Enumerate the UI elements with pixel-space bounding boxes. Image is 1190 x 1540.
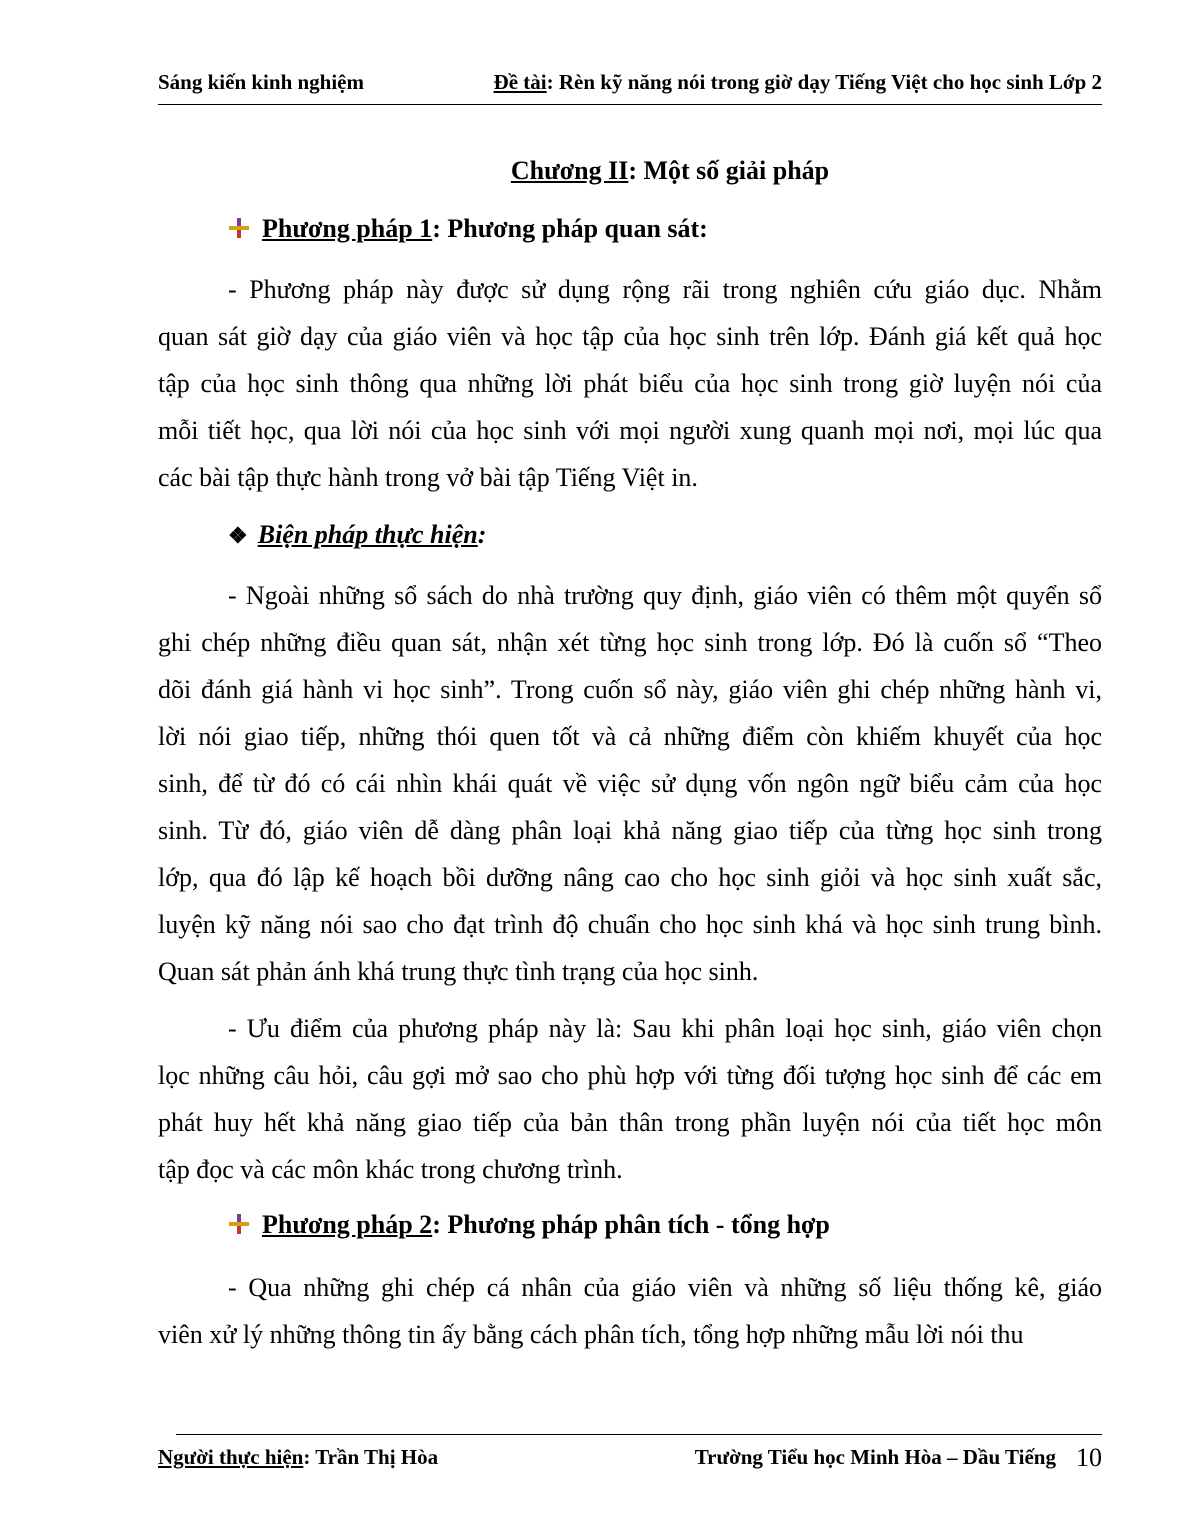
measures-suffix: : — [477, 520, 487, 549]
footer-divider — [176, 1434, 1102, 1435]
footer-author-label: Người thực hiện — [158, 1445, 304, 1469]
measures-label: Biện pháp thực hiện — [257, 520, 478, 549]
chapter-title — [0, 156, 1190, 186]
paragraph-line: sinh. Từ đó, giáo viên dễ dàng phân loại khả năng giao tiếp của từng học sinh trong — [158, 816, 1102, 845]
header-divider — [158, 104, 1102, 105]
paragraph-line: luyện kỹ năng nói sao cho đạt trình độ chuẩn cho học sinh khá và học sinh trung bình. — [158, 910, 1102, 939]
header-topic-label: Đề tài — [493, 70, 547, 94]
header-topic — [494, 70, 1102, 95]
paragraph-line: tập đọc và các môn khác trong chương trình. — [158, 1155, 623, 1184]
page-number: 10 — [1076, 1443, 1102, 1472]
chapter-label: Chương II — [510, 156, 629, 185]
header-topic-text: : Rèn kỹ năng nói trong giờ dạy Tiếng Việt cho học sinh Lớp 2 — [546, 70, 1102, 94]
header-title: Sáng kiến kinh nghiệm — [158, 70, 365, 94]
paragraph-3 — [158, 1005, 1102, 1193]
paragraph-2 — [158, 572, 1102, 995]
paragraph-line: quan sát giờ dạy của giáo viên và học tập của học sinh trên lớp. Đánh giá kết quả học — [158, 322, 1102, 351]
paragraph-line: các bài tập thực hành trong vở bài tập Tiếng Việt in. — [158, 463, 698, 492]
paragraph-line: phát huy hết khả năng giao tiếp của bản thân trong phần luyện nói của tiết học môn — [158, 1108, 1102, 1137]
paragraph-line: dõi đánh giá hành vi học sinh”. Trong cuốn sổ này, giáo viên ghi chép những hành vi, — [158, 675, 1102, 704]
paragraph-line: - Qua những ghi chép cá nhân của giáo viên và những số liệu thống kê, giáo — [228, 1273, 1102, 1302]
footer-author-name: : Trần Thị Hòa — [303, 1445, 439, 1469]
colored-plus-icon — [228, 217, 250, 239]
paragraph-line: - Ngoài những sổ sách do nhà trường quy định, giáo viên có thêm một quyển sổ — [228, 581, 1102, 610]
method-2-label: Phương pháp 2 — [262, 1210, 433, 1239]
footer-school: Trường Tiểu học Minh Hòa – Dầu Tiếng — [694, 1445, 1056, 1469]
paragraph-line: lọc những câu hỏi, câu gợi mở sao cho phù hợp với từng đối tượng học sinh để các em — [158, 1061, 1102, 1090]
colored-plus-icon — [228, 1213, 250, 1235]
paragraph-line: sinh, để từ đó có cái nhìn khái quát về việc sử dụng vốn ngôn ngữ biểu cảm của học — [158, 769, 1102, 798]
paragraph-line: tập của học sinh thông qua những lời phát biểu của học sinh trong giờ luyện nói của — [158, 369, 1102, 398]
paragraph-line: viên xử lý những thông tin ấy bằng cách phân tích, tổng hợp những mẫu lời nói thu — [158, 1320, 1024, 1349]
method-1-heading — [228, 214, 708, 244]
paragraph-line: mỗi tiết học, qua lời nói của học sinh với mọi người xung quanh mọi nơi, mọi lúc qua — [158, 416, 1102, 445]
paragraph-line: lớp, qua đó lập kế hoạch bồi dưỡng nâng cao cho học sinh giỏi và học sinh xuất sắc, — [158, 863, 1102, 892]
page-header — [158, 70, 1102, 100]
method-2-title: : Phương pháp phân tích - tổng hợp — [432, 1210, 830, 1239]
page-footer — [158, 1445, 1102, 1477]
method-2-heading — [228, 1210, 830, 1240]
paragraph-line: - Ưu điểm của phương pháp này là: Sau khi phân loại học sinh, giáo viên chọn — [228, 1014, 1102, 1043]
paragraph-1 — [158, 266, 1102, 501]
footer-author — [158, 1445, 438, 1470]
paragraph-line: lời nói giao tiếp, những thói quen tốt và cả những điểm còn khiếm khuyết của học — [158, 722, 1102, 751]
method-1-title: : Phương pháp quan sát: — [432, 214, 708, 243]
paragraph-line: - Phương pháp này được sử dụng rộng rãi trong nghiên cứu giáo dục. Nhằm — [228, 275, 1102, 304]
paragraph-4 — [158, 1264, 1102, 1358]
paragraph-line: Quan sát phản ánh khá trung thực tình trạng của học sinh. — [158, 957, 759, 986]
diamond-bullet-icon: ❖ — [228, 523, 248, 548]
chapter-text: : Một số giải pháp — [628, 156, 830, 185]
paragraph-line: ghi chép những điều quan sát, nhận xét từng học sinh trong lớp. Đó là cuốn sổ “Theo — [158, 628, 1102, 657]
method-1-label: Phương pháp 1 — [262, 214, 433, 243]
measures-heading — [228, 520, 486, 550]
